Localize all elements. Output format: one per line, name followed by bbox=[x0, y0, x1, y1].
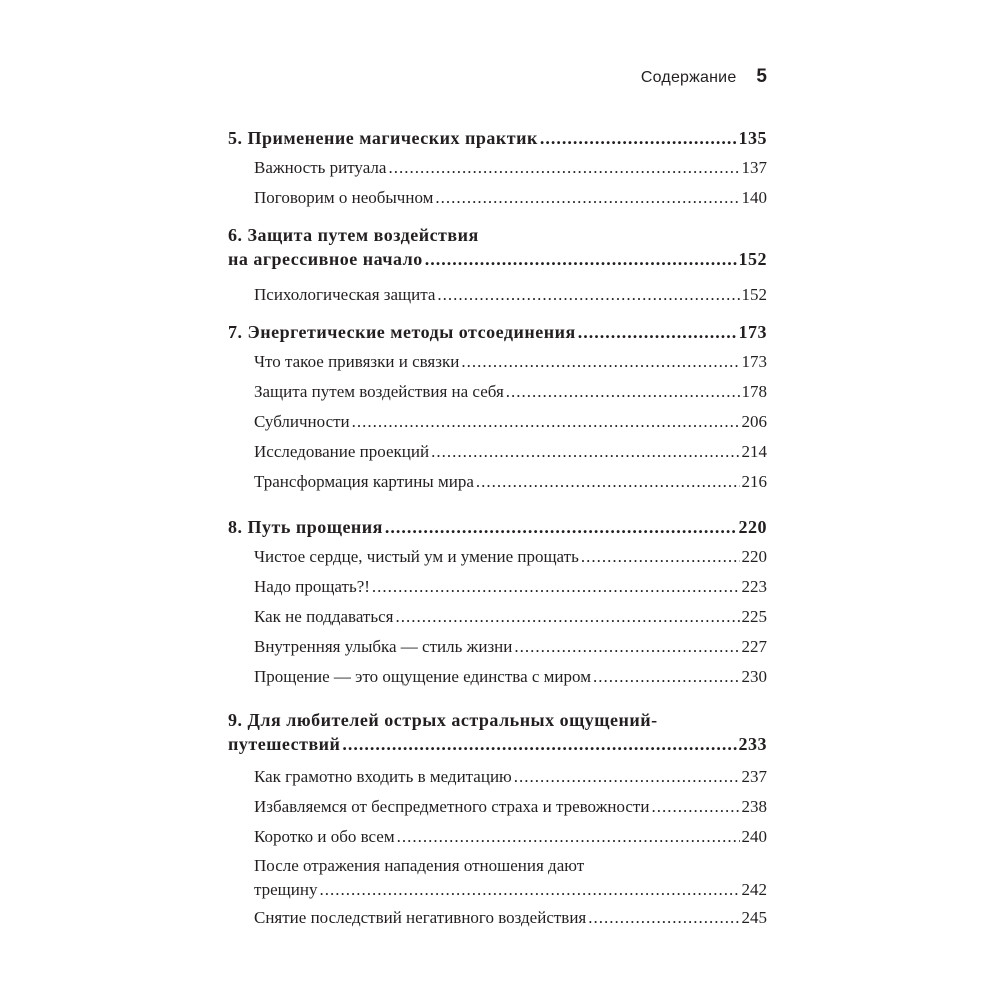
toc-chapter-entry bbox=[228, 708, 767, 756]
toc-entry-title: путешествий bbox=[228, 734, 341, 754]
toc-entry-title: Защита путем воздействия на себя bbox=[254, 382, 504, 401]
toc-chapter-entry bbox=[228, 126, 767, 150]
toc-entry-title: 5. Применение магических практик bbox=[228, 128, 538, 148]
dot-leader bbox=[593, 665, 740, 689]
toc-entry-page-number: 237 bbox=[741, 767, 767, 786]
toc-entry-title: на агрессивное начало bbox=[228, 249, 423, 269]
toc-section-entry bbox=[254, 380, 767, 404]
toc-chapter-entry bbox=[228, 223, 767, 271]
toc-section-entry bbox=[254, 470, 767, 494]
toc-section-entry bbox=[254, 283, 767, 307]
dot-leader bbox=[437, 283, 739, 307]
toc-entry-title: трещину bbox=[254, 880, 318, 899]
toc-entry-page-number: 227 bbox=[741, 637, 767, 656]
toc-entry-leader-line bbox=[254, 186, 767, 210]
toc-section-entry bbox=[254, 440, 767, 464]
toc-entry-leader-line bbox=[254, 410, 767, 434]
dot-leader bbox=[352, 410, 740, 434]
dot-leader bbox=[651, 795, 739, 819]
toc-entry-page-number: 135 bbox=[738, 128, 767, 148]
toc-entry-leader-line bbox=[228, 320, 767, 344]
toc-entry-leader-line bbox=[254, 575, 767, 599]
dot-leader bbox=[581, 545, 740, 569]
toc-entry-leader-line bbox=[254, 878, 767, 902]
toc-entry-title: Коротко и обо всем bbox=[254, 827, 395, 846]
toc-entry-title: Важность ритуала bbox=[254, 158, 387, 177]
toc-entry-page-number: 245 bbox=[741, 908, 767, 927]
toc-entry-leader-line bbox=[254, 765, 767, 789]
dot-leader bbox=[540, 126, 737, 150]
dot-leader bbox=[476, 470, 740, 494]
toc-entry-page-number: 206 bbox=[741, 412, 767, 431]
toc-entry-page-number: 137 bbox=[741, 158, 767, 177]
toc-section-entry bbox=[254, 410, 767, 434]
toc-entry-title: Что такое привязки и связки bbox=[254, 352, 460, 371]
toc-section-entry bbox=[254, 854, 767, 902]
toc-entry-leader-line bbox=[228, 515, 767, 539]
toc-entry-leader-line bbox=[254, 350, 767, 374]
toc-section-entry bbox=[254, 765, 767, 789]
toc-entry-leader-line bbox=[254, 440, 767, 464]
toc-section-entry bbox=[254, 825, 767, 849]
toc-section-entry bbox=[254, 605, 767, 629]
dot-leader bbox=[435, 186, 739, 210]
dot-leader bbox=[578, 320, 737, 344]
toc-entry-leader-line bbox=[254, 635, 767, 659]
dot-leader bbox=[588, 906, 739, 930]
toc-entry-page-number: 216 bbox=[741, 472, 767, 491]
toc-entry-title: Психологическая защита bbox=[254, 285, 436, 304]
toc-entry-page-number: 233 bbox=[738, 734, 767, 754]
dot-leader bbox=[425, 247, 737, 271]
toc-entry-title: Прощение — это ощущение единства с миром bbox=[254, 667, 591, 686]
toc-entry-title: Субличности bbox=[254, 412, 350, 431]
toc-entry-page-number: 173 bbox=[741, 352, 767, 371]
dot-leader bbox=[372, 575, 740, 599]
toc-entry-page-number: 240 bbox=[741, 827, 767, 846]
toc-entry-title: Как не поддаваться bbox=[254, 607, 394, 626]
toc-entry-page-number: 220 bbox=[741, 547, 767, 566]
toc-entry-leader-line bbox=[228, 732, 767, 756]
toc-entry-page-number: 230 bbox=[741, 667, 767, 686]
toc-entry-page-number: 220 bbox=[738, 517, 767, 537]
toc-entry-leader-line bbox=[228, 126, 767, 150]
toc-entry-title-line: После отражения нападения отношения дают bbox=[254, 856, 585, 875]
toc-entry-page-number: 238 bbox=[741, 797, 767, 816]
toc-entry-title: Исследование проекций bbox=[254, 442, 430, 461]
toc-entry-title: Избавляемся от беспредметного страха и тревожности bbox=[254, 797, 650, 816]
dot-leader bbox=[461, 350, 739, 374]
toc-entry-title: Как грамотно входить в медитацию bbox=[254, 767, 512, 786]
toc-entry-page-number: 223 bbox=[741, 577, 767, 596]
dot-leader bbox=[514, 765, 740, 789]
toc-chapter-entry bbox=[228, 320, 767, 344]
running-header bbox=[228, 66, 767, 94]
toc-entry-page-number: 152 bbox=[738, 249, 767, 269]
toc-entry-leader-line bbox=[254, 665, 767, 689]
toc-entry-page-number: 214 bbox=[741, 442, 767, 461]
toc-section-entry bbox=[254, 575, 767, 599]
toc-entry-title: Поговорим о необычном bbox=[254, 188, 434, 207]
toc-chapter-entry bbox=[228, 515, 767, 539]
toc-entry-title: Надо прощать?! bbox=[254, 577, 370, 596]
dot-leader bbox=[397, 825, 740, 849]
toc-section-entry bbox=[254, 635, 767, 659]
dot-leader bbox=[506, 380, 740, 404]
toc-entry-title-line: 6. Защита путем воздействия bbox=[228, 225, 479, 245]
dot-leader bbox=[385, 515, 737, 539]
toc-section-entry bbox=[254, 665, 767, 689]
toc-entry-leader-line bbox=[254, 795, 767, 819]
dot-leader bbox=[514, 635, 739, 659]
toc-entry-page-number: 225 bbox=[741, 607, 767, 626]
toc-entry-title-line: 9. Для любителей острых астральных ощущений- bbox=[228, 710, 658, 730]
toc-entry-leader-line bbox=[254, 283, 767, 307]
toc-entry-page-number: 140 bbox=[741, 188, 767, 207]
toc-entry-leader-line bbox=[254, 470, 767, 494]
toc-entry-leader-line bbox=[228, 247, 767, 271]
toc-section-entry bbox=[254, 906, 767, 930]
toc-section-entry bbox=[254, 545, 767, 569]
toc-entry-leader-line bbox=[254, 605, 767, 629]
page-number: 5 bbox=[756, 66, 767, 87]
dot-leader bbox=[431, 440, 739, 464]
toc-entry-title: 8. Путь прощения bbox=[228, 517, 383, 537]
toc-entry-leader-line bbox=[254, 545, 767, 569]
toc-section-entry bbox=[254, 186, 767, 210]
toc-entry-leader-line bbox=[254, 906, 767, 930]
toc-entry-title: Внутренняя улыбка — стиль жизни bbox=[254, 637, 513, 656]
toc-entry-page-number: 152 bbox=[741, 285, 767, 304]
running-header-title: Содержание bbox=[640, 69, 737, 86]
dot-leader bbox=[319, 878, 739, 902]
toc-entry-leader-line bbox=[254, 825, 767, 849]
dot-leader bbox=[395, 605, 739, 629]
toc-section-entry bbox=[254, 795, 767, 819]
toc-entry-title: 7. Энергетические методы отсоединения bbox=[228, 322, 576, 342]
toc-entry-page-number: 178 bbox=[741, 382, 767, 401]
toc-entry-title: Чистое сердце, чистый ум и умение прощать bbox=[254, 547, 579, 566]
dot-leader bbox=[388, 156, 739, 180]
toc-entry-leader-line bbox=[254, 156, 767, 180]
toc-entry-title: Снятие последствий негативного воздействия bbox=[254, 908, 587, 927]
dot-leader bbox=[342, 732, 736, 756]
toc-entry-page-number: 242 bbox=[741, 880, 767, 899]
toc-section-entry bbox=[254, 156, 767, 180]
toc-entry-title: Трансформация картины мира bbox=[254, 472, 474, 491]
toc-entry-leader-line bbox=[254, 380, 767, 404]
toc-entry-page-number: 173 bbox=[738, 322, 767, 342]
toc-section-entry bbox=[254, 350, 767, 374]
